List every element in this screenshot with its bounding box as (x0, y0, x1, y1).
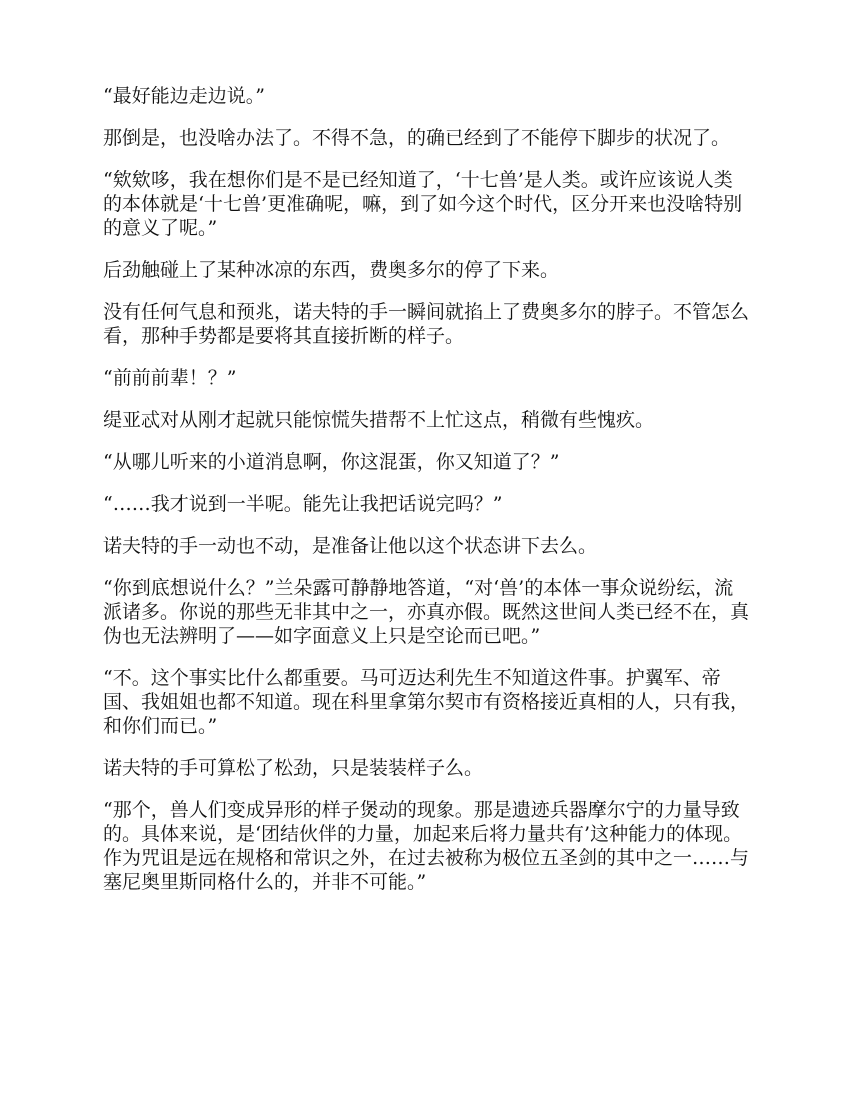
paragraph: “不。这个事实比什么都重要。马可迈达利先生不知道这件事。护翼军、帝国、我姐姐也都不知道。现在科里拿第尔契市有资格接近真相的人，只有我，和你们而已。” (103, 667, 750, 737)
paragraph: “……我才说到一半呢。能先让我把话说完吗？” (103, 493, 503, 515)
paragraph: “前前前辈！？” (103, 367, 237, 389)
paragraph: “你到底想说什么？”兰朵露可静静地答道，“对‘兽’的本体一事众说纷纭，流派诸多。你说的那些无非其中之一，亦真亦假。既然这世间人类已经不在，真伪也无法辨明了——如字面意义上只是空论而已吧。” (103, 577, 750, 647)
paragraph: 那倒是，也没啥办法了。不得不急，的确已经到了不能停下脚步的状况了。 (103, 127, 731, 149)
paragraph: 后劲触碰上了某种冰凉的东西，费奥多尔的停了下来。 (103, 259, 560, 281)
paragraph: 没有任何气息和预兆，诺夫特的手一瞬间就掐上了费奥多尔的脖子。不管怎么看，那种手势都是要将其直接折断的样子。 (103, 301, 750, 347)
paragraph: 缇亚忒对从刚才起就只能惊慌失措帮不上忙这点，稍微有些愧疚。 (103, 409, 655, 431)
paragraph: “从哪儿听来的小道消息啊，你这混蛋，你又知道了？” (103, 451, 560, 473)
paragraph: “那个，兽人们变成异形的样子煲动的现象。那是遗迹兵器摩尔宁的力量导致的。具体来说，是‘团结伙伴的力量，加起来后将力量共有’这种能力的体现。作为咒诅是远在规格和常识之外，在过去被称为极位五圣剑的其中之一……与塞尼奥里斯同格什么的，并非不可能。” (103, 799, 750, 893)
paragraph: “最好能边走边说。” (103, 85, 265, 107)
paragraph: 诺夫特的手一动也不动，是准备让他以这个状态讲下去么。 (103, 535, 598, 557)
document-page (103, 84, 749, 912)
paragraph: “欸欸哆，我在想你们是不是已经知道了，‘十七兽’是人类。或许应该说人类的本体就是‘十七兽’更准确呢，嘛，到了如今这个时代，区分开来也没啥特别的意义了呢。” (103, 169, 743, 239)
paragraph: 诺夫特的手可算松了松劲，只是装装样子么。 (103, 757, 484, 779)
